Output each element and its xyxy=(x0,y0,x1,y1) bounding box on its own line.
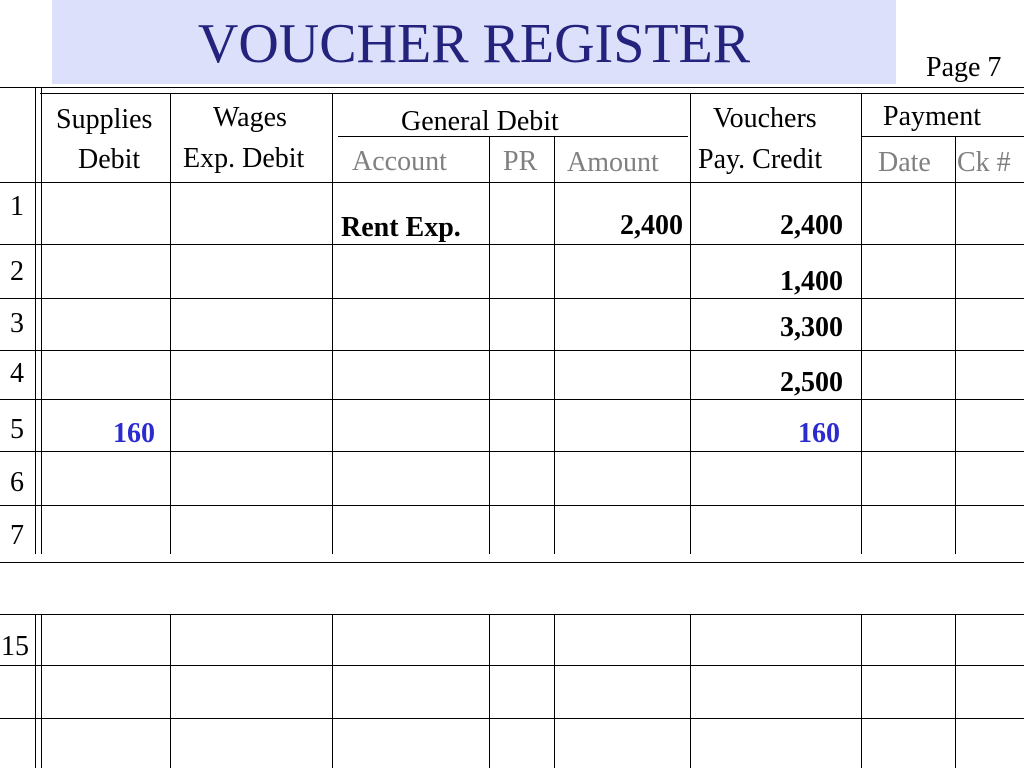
header-supplies: Supplies xyxy=(56,104,153,135)
col-line-wages xyxy=(332,93,333,554)
row1-vouchers-credit: 2,400 xyxy=(780,210,843,241)
payment-underline xyxy=(861,136,1024,137)
row-number: 7 xyxy=(10,520,24,551)
row1-account: Rent Exp. xyxy=(341,212,461,243)
row-number: 1 xyxy=(10,191,24,222)
col-line-a-lower xyxy=(35,614,36,768)
col-line-account-lower xyxy=(489,614,490,768)
row-number: 3 xyxy=(10,308,24,339)
row-line-gap xyxy=(0,614,1024,615)
col-line-amount-lower xyxy=(690,614,691,768)
header-ck: Ck # xyxy=(957,147,1011,178)
row-line-15 xyxy=(0,665,1024,666)
col-line-supplies-lower xyxy=(170,614,171,768)
col-line-wages-lower xyxy=(332,614,333,768)
col-line-pr-lower xyxy=(554,614,555,768)
header-account: Account xyxy=(352,146,447,177)
header-bottom-line xyxy=(0,182,1024,183)
header-pr: PR xyxy=(503,146,538,177)
header-amount: Amount xyxy=(567,147,659,178)
header-payment: Payment xyxy=(883,101,981,132)
header-general-debit: General Debit xyxy=(401,106,559,137)
row5-supplies-debit: 160 xyxy=(113,418,155,449)
col-line-supplies xyxy=(170,93,171,554)
col-line-account xyxy=(489,136,490,554)
col-line-b xyxy=(41,87,42,554)
row-number: 4 xyxy=(10,358,24,389)
row-line-4 xyxy=(0,399,1024,400)
row1-amount: 2,400 xyxy=(620,210,683,241)
row5-vouchers-credit: 160 xyxy=(798,418,840,449)
grid-line-top xyxy=(0,87,1024,88)
col-line-pr xyxy=(554,136,555,554)
row-line-3 xyxy=(0,350,1024,351)
header-wages: Wages xyxy=(213,102,287,133)
row-line-6 xyxy=(0,505,1024,506)
header-date: Date xyxy=(878,147,931,178)
row-number: 5 xyxy=(10,414,24,445)
row-line-2 xyxy=(0,298,1024,299)
col-line-a xyxy=(35,87,36,554)
page-number: Page 7 xyxy=(926,52,1002,83)
col-line-vouchers-lower xyxy=(861,614,862,768)
header-vouchers: Vouchers xyxy=(713,103,817,134)
row3-vouchers-credit: 3,300 xyxy=(780,312,843,343)
row-line-16 xyxy=(0,718,1024,719)
row-line-5 xyxy=(0,451,1024,452)
col-line-date-lower xyxy=(955,614,956,768)
title-banner xyxy=(52,0,896,84)
row-number: 15 xyxy=(1,631,29,662)
col-line-amount xyxy=(690,93,691,554)
col-line-vouchers xyxy=(861,93,862,554)
header-wages-debit: Exp. Debit xyxy=(183,143,305,174)
row-line-1 xyxy=(0,244,1024,245)
header-supplies-debit: Debit xyxy=(78,144,141,175)
row-number: 2 xyxy=(10,256,24,287)
row-line-7 xyxy=(0,562,1024,563)
header-vouchers-credit: Pay. Credit xyxy=(698,144,823,175)
row2-vouchers-credit: 1,400 xyxy=(780,266,843,297)
grid-line-top-inner xyxy=(40,93,1024,94)
row-number: 6 xyxy=(10,467,24,498)
page-title: VOUCHER REGISTER xyxy=(197,13,751,75)
row4-vouchers-credit: 2,500 xyxy=(780,367,843,398)
col-line-b-lower xyxy=(41,614,42,768)
col-line-date xyxy=(955,136,956,554)
